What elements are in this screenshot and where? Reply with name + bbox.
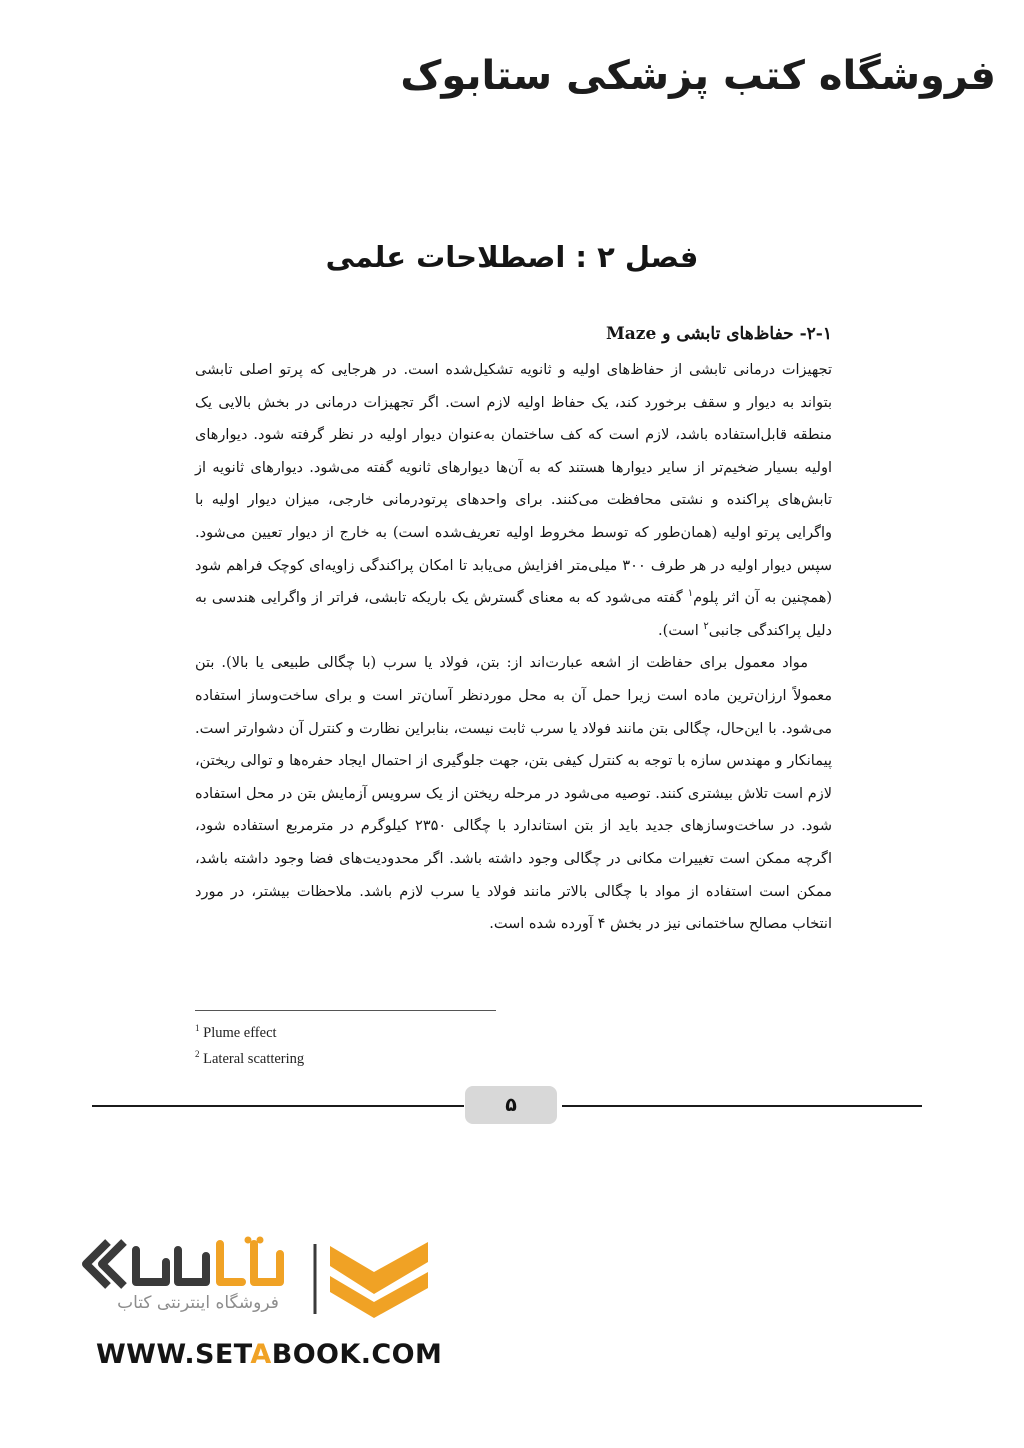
page-number: ۵ xyxy=(465,1086,557,1124)
website-url-suffix: BOOK.COM xyxy=(271,1339,443,1370)
footnote-number: 2 xyxy=(195,1049,200,1059)
website-url-prefix: WWW.SET xyxy=(96,1339,251,1370)
body-text xyxy=(195,354,832,941)
page-divider-left xyxy=(92,1105,464,1107)
paragraph-text: است). xyxy=(658,622,704,639)
website-url[interactable] xyxy=(96,1335,442,1375)
footnote-item xyxy=(195,1041,595,1067)
footnote-number: 1 xyxy=(195,1023,200,1033)
section-heading: ۲-۱- حفاظ‌های تابشی و Maze xyxy=(605,324,832,344)
page-divider-right xyxy=(562,1105,922,1107)
store-title: فروشگاه کتب پزشکی ستابوک xyxy=(400,53,996,99)
footnote-divider xyxy=(195,1010,496,1011)
footnote-text: Plume effect xyxy=(203,1024,277,1041)
paragraph-shielding xyxy=(195,354,832,647)
footnote-ref-1[interactable]: ۱ xyxy=(687,588,694,600)
paragraph-text: گفته می‌شود که به معنای گسترش یک باریکه تابشی، فراتر از واگرایی هندسی به دلیل پراکندگی جانبی xyxy=(195,590,832,639)
website-url-accent: A xyxy=(250,1339,272,1370)
paragraph-materials: مواد معمول برای حفاظت از اشعه عبارت‌اند از: بتن، فولاد یا سرب (با چگالی طبیعی یا بالا). بتن معمولاً ارزان‌ترین ماده است زیرا حمل آن به محل موردنظر آسان‌تر است و برای ساخت‌وساز استفاده می‌شود. با این‌حال، چگالی بتن مانند فولاد یا سرب ثابت نیست، بنابراین نظارت و کنترل آن دشوارتر است. پیمانکار و مهندس سازه با توجه به کنترل کیفی بتن، جهت جلوگیری از احتمال ایجاد حفره‌ها و توالی ریختن، لازم است تلاش بیشتری کنند. توصیه می‌شود در مرحله ریختن از یک سرویس آزمایش بتن در محل استفاده شود. در ساخت‌وسازهای جدید باید از بتن استاندارد با چگالی ۲۳۵۰ کیلوگرم در مترمربع استفاده شود، اگرچه ممکن است تغییرات مکانی در چگالی وجود داشته باشد. اگر محدودیت‌های فضا وجود داشته باشد، ممکن است استفاده از مواد با چگالی بالاتر مانند فولاد یا سرب لازم باشد. ملاحظات بیشتر، در مورد انتخاب مصالح ساختمانی نیز در بخش ۴ آورده شده است. xyxy=(195,655,832,933)
footnotes xyxy=(195,1015,595,1067)
logo-tagline: فروشگاه اینترنتی کتاب xyxy=(117,1293,279,1313)
chapter-title: فصل ۲ : اصطلاحات علمی xyxy=(325,240,699,274)
footnote-text: Lateral scattering xyxy=(203,1050,305,1067)
footnote-item xyxy=(195,1015,595,1041)
paragraph-text: تجهیزات درمانی تابشی از حفاظ‌های اولیه و ثانویه تشکیل‌شده است. در هرجایی که پرتو اصلی تابشی بتواند به دیوار و سقف برخورد کند، یک حفاظ اولیه لازم است. اگر تجهیزات درمانی در بخش بالایی یک منطقه قابل‌استفاده باشد، لازم است که کف ساختمان به‌عنوان دیوار اولیه در نظر گرفته شود. دیوارهای اولیه بسیار ضخیم‌تر از سایر دیوارها هستند که به آن‌ها دیوارهای ثانویه گفته می‌شود. دیوارهای ثانویه از تابش‌های پراکنده و نشتی محافظت می‌کنند. برای واحدهای پرتودرمانی خارجی، میزان دیوار اولیه با واگرایی پرتو اولیه (همان‌طور که توسط مخروط اولیه تعریف‌شده است) به خارج از دیوار تعیین می‌شود. سپس دیوار اولیه در هر طرف ۳۰۰ میلی‌متر افزایش می‌یابد تا امکان پراکندگی زاویه‌ای کوچک فراهم شود (همچنین به آن اثر پلوم xyxy=(195,362,832,607)
footnote-ref-2[interactable]: ۲ xyxy=(703,620,709,632)
